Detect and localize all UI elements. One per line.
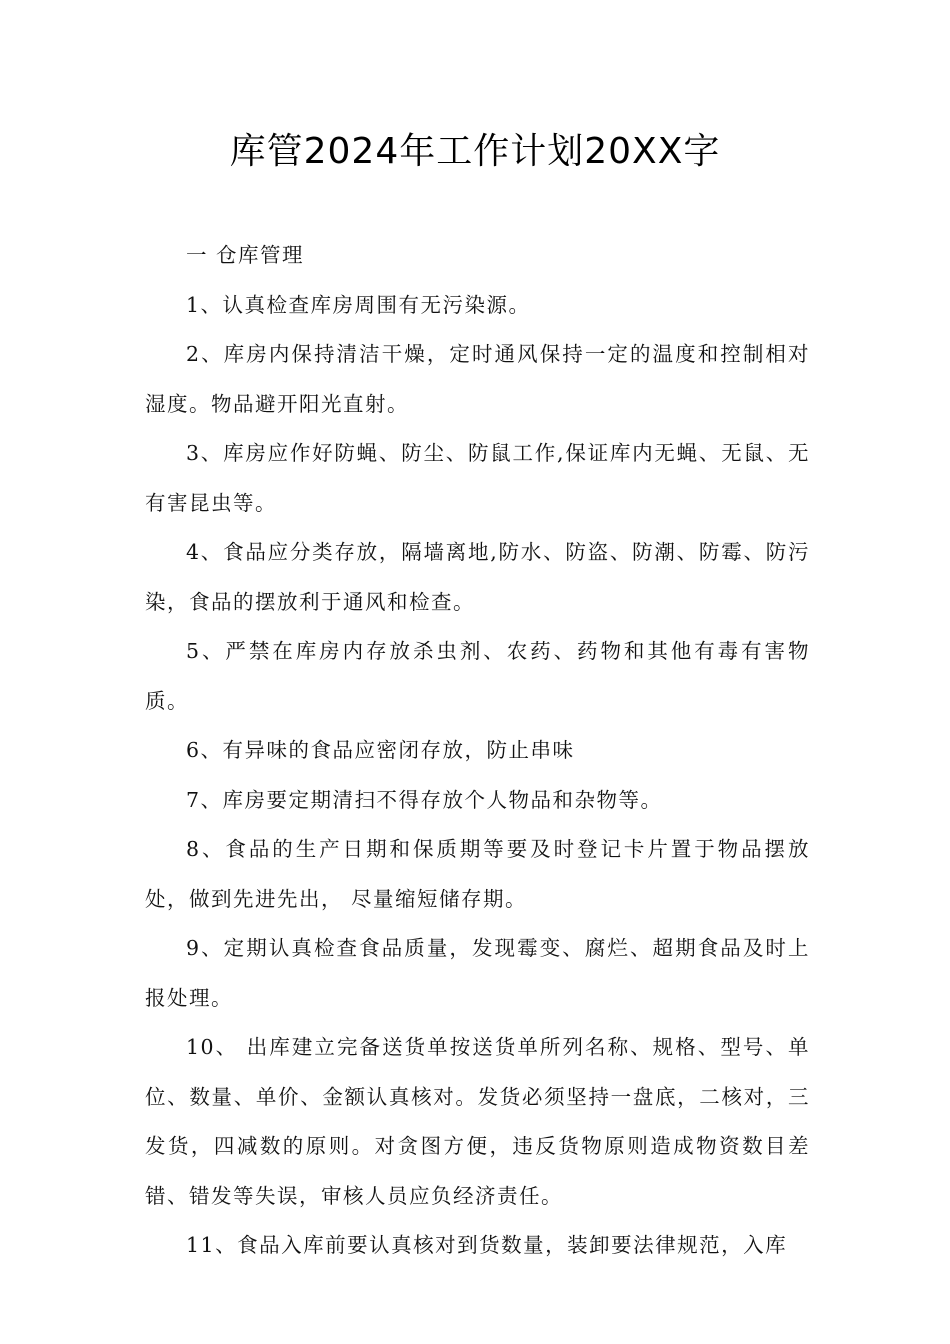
paragraph-9: 9、定期认真检查食品质量，发现霉变、腐烂、超期食品及时上报处理。 [145, 936, 810, 1010]
paragraph-7: 7、库房要定期清扫不得存放个人物品和杂物等。 [186, 787, 663, 812]
paragraph-6: 6、有异味的食品应密闭存放，防止串味 [186, 738, 575, 762]
paragraph-4: 4、食品应分类存放，隔墙离地,防水、防盗、防潮、防霉、防污染，食品的摆放利于通风和检查。 [145, 540, 810, 614]
document-body [145, 231, 810, 1271]
paragraph-2: 2、库房内保持清洁干燥，定时通风保持一定的温度和控制相对湿度。物品避开阳光直射。 [145, 342, 810, 416]
paragraph-10: 10、 出库建立完备送货单按送货单所列名称、规格、型号、单位、数量、单价、金额认真核对。发货必须坚持一盘底，二核对，三发货，四减数的原则。对贪图方便，违反货物原则造成物资数目差错、错发等失误，审核人员应负经济责任。 [145, 1035, 810, 1208]
paragraph-8: 8、食品的生产日期和保质期等要及时登记卡片置于物品摆放处，做到先进先出， 尽量缩短储存期。 [145, 837, 810, 911]
paragraph-3: 3、库房应作好防蝇、防尘、防鼠工作,保证库内无蝇、无鼠、无有害昆虫等。 [145, 441, 810, 515]
paragraph-1: 1、认真检查库房周围有无污染源。 [186, 292, 531, 317]
paragraph-5: 5、严禁在库房内存放杀虫剂、农药、药物和其他有毒有害物质。 [145, 639, 810, 713]
document-title: 库管2024年工作计划20XX字 [229, 131, 721, 172]
paragraph-11: 11、食品入库前要认真核对到货数量，装卸要法律规范，入库 [186, 1233, 788, 1257]
section-heading: 一 仓库管理 [186, 243, 305, 267]
